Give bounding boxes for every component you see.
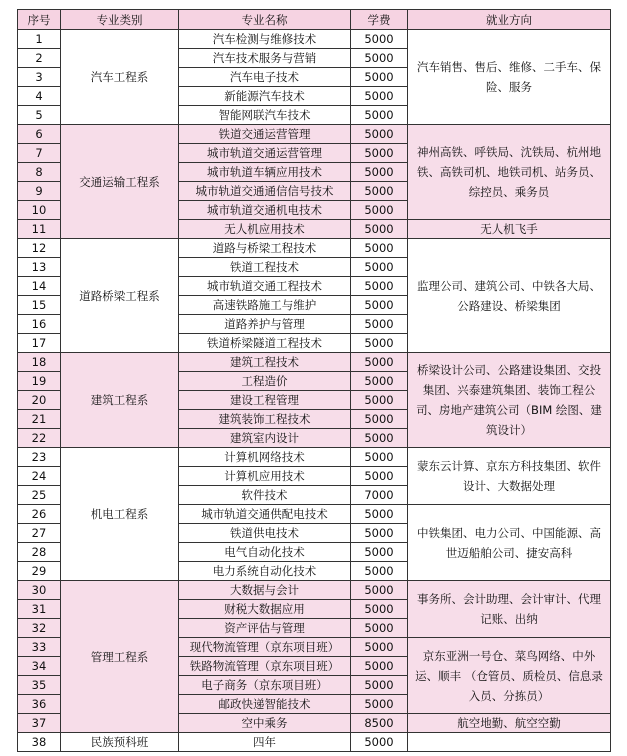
category-cell: 汽车工程系 xyxy=(61,30,179,125)
major-name-cell: 建筑室内设计 xyxy=(179,429,351,448)
career-cell: 汽车销售、售后、维修、二手车、保险、服务 xyxy=(408,30,611,125)
serial-cell: 30 xyxy=(18,581,61,600)
serial-cell: 17 xyxy=(18,334,61,353)
major-name-cell: 建筑工程技术 xyxy=(179,353,351,372)
major-name-cell: 电力系统自动化技术 xyxy=(179,562,351,581)
serial-cell: 2 xyxy=(18,49,61,68)
tuition-cell: 5000 xyxy=(351,619,408,638)
tuition-cell: 5000 xyxy=(351,182,408,201)
major-name-cell: 道路养护与管理 xyxy=(179,315,351,334)
major-name-cell: 汽车电子技术 xyxy=(179,68,351,87)
tuition-cell: 5000 xyxy=(351,201,408,220)
serial-cell: 18 xyxy=(18,353,61,372)
header-major-name: 专业名称 xyxy=(179,10,351,30)
career-cell: 神州高铁、呼铁局、沈铁局、杭州地铁、高铁司机、地铁司机、站务员、综控员、乘务员 xyxy=(408,125,611,220)
major-name-cell: 电子商务（京东项目班） xyxy=(179,676,351,695)
career-cell xyxy=(408,733,611,752)
serial-cell: 20 xyxy=(18,391,61,410)
major-name-cell: 电气自动化技术 xyxy=(179,543,351,562)
serial-cell: 22 xyxy=(18,429,61,448)
category-cell: 民族预科班 xyxy=(61,733,179,752)
serial-cell: 6 xyxy=(18,125,61,144)
tuition-cell: 5000 xyxy=(351,391,408,410)
table-row xyxy=(18,733,611,752)
tuition-cell: 5000 xyxy=(351,49,408,68)
career-cell: 桥梁设计公司、公路建设集团、交投集团、兴泰建筑集团、装饰工程公司、房地产建筑公司（BIM 绘图、建筑设计） xyxy=(408,353,611,448)
tuition-cell: 5000 xyxy=(351,562,408,581)
category-cell: 交通运输工程系 xyxy=(61,125,179,239)
table-header-row xyxy=(18,10,611,30)
major-name-cell: 智能网联汽车技术 xyxy=(179,106,351,125)
tuition-cell: 8500 xyxy=(351,714,408,733)
serial-cell: 8 xyxy=(18,163,61,182)
career-cell: 监理公司、建筑公司、中铁各大局、公路建设、桥梁集团 xyxy=(408,239,611,353)
career-cell: 中铁集团、电力公司、中国能源、高世迈船舶公司、捷安高科 xyxy=(408,505,611,581)
tuition-cell: 5000 xyxy=(351,467,408,486)
serial-cell: 27 xyxy=(18,524,61,543)
career-cell: 事务所、会计助理、会计审计、代理记账、出纳 xyxy=(408,581,611,638)
serial-cell: 36 xyxy=(18,695,61,714)
serial-cell: 32 xyxy=(18,619,61,638)
major-name-cell: 资产评估与管理 xyxy=(179,619,351,638)
table-row xyxy=(18,353,611,372)
major-name-cell: 现代物流管理（京东项目班） xyxy=(179,638,351,657)
tuition-cell: 5000 xyxy=(351,372,408,391)
serial-cell: 12 xyxy=(18,239,61,258)
serial-cell: 7 xyxy=(18,144,61,163)
tuition-cell: 5000 xyxy=(351,524,408,543)
table-row xyxy=(18,30,611,49)
career-cell: 蒙东云计算、京东方科技集团、软件设计、大数据处理 xyxy=(408,448,611,505)
major-name-cell: 邮政快递智能技术 xyxy=(179,695,351,714)
tuition-cell: 5000 xyxy=(351,163,408,182)
major-name-cell: 大数据与会计 xyxy=(179,581,351,600)
serial-cell: 5 xyxy=(18,106,61,125)
header-serial: 序号 xyxy=(18,10,61,30)
serial-cell: 37 xyxy=(18,714,61,733)
tuition-cell: 5000 xyxy=(351,87,408,106)
major-name-cell: 城市轨道车辆应用技术 xyxy=(179,163,351,182)
serial-cell: 1 xyxy=(18,30,61,49)
serial-cell: 4 xyxy=(18,87,61,106)
serial-cell: 38 xyxy=(18,733,61,752)
tuition-cell: 5000 xyxy=(351,144,408,163)
serial-cell: 13 xyxy=(18,258,61,277)
serial-cell: 26 xyxy=(18,505,61,524)
header-career: 就业方向 xyxy=(408,10,611,30)
tuition-cell: 5000 xyxy=(351,733,408,752)
header-category: 专业类别 xyxy=(61,10,179,30)
tuition-cell: 5000 xyxy=(351,277,408,296)
major-name-cell: 铁道供电技术 xyxy=(179,524,351,543)
major-name-cell: 软件技术 xyxy=(179,486,351,505)
table-row xyxy=(18,125,611,144)
serial-cell: 24 xyxy=(18,467,61,486)
serial-cell: 15 xyxy=(18,296,61,315)
serial-cell: 9 xyxy=(18,182,61,201)
tuition-cell: 5000 xyxy=(351,315,408,334)
tuition-cell: 5000 xyxy=(351,239,408,258)
serial-cell: 25 xyxy=(18,486,61,505)
major-name-cell: 工程造价 xyxy=(179,372,351,391)
serial-cell: 19 xyxy=(18,372,61,391)
major-name-cell: 铁道交通运营管理 xyxy=(179,125,351,144)
major-table-container xyxy=(17,9,610,752)
major-name-cell: 城市轨道交通机电技术 xyxy=(179,201,351,220)
category-cell: 道路桥梁工程系 xyxy=(61,239,179,353)
major-name-cell: 计算机应用技术 xyxy=(179,467,351,486)
serial-cell: 3 xyxy=(18,68,61,87)
table-row xyxy=(18,448,611,467)
category-cell: 机电工程系 xyxy=(61,448,179,581)
table-body xyxy=(18,30,611,752)
major-name-cell: 无人机应用技术 xyxy=(179,220,351,239)
major-name-cell: 铁路物流管理（京东项目班） xyxy=(179,657,351,676)
serial-cell: 21 xyxy=(18,410,61,429)
major-name-cell: 汽车检测与维修技术 xyxy=(179,30,351,49)
serial-cell: 33 xyxy=(18,638,61,657)
tuition-cell: 5000 xyxy=(351,657,408,676)
category-cell: 管理工程系 xyxy=(61,581,179,733)
major-name-cell: 建设工程管理 xyxy=(179,391,351,410)
tuition-cell: 5000 xyxy=(351,258,408,277)
tuition-cell: 5000 xyxy=(351,581,408,600)
major-name-cell: 空中乘务 xyxy=(179,714,351,733)
tuition-cell: 5000 xyxy=(351,334,408,353)
career-cell: 京东亚洲一号仓、菜鸟网络、中外运、顺丰 （仓管员、质检员、信息录入员、分拣员） xyxy=(408,638,611,714)
major-fee-table xyxy=(17,9,611,752)
tuition-cell: 5000 xyxy=(351,429,408,448)
tuition-cell: 5000 xyxy=(351,410,408,429)
major-name-cell: 高速铁路施工与维护 xyxy=(179,296,351,315)
tuition-cell: 5000 xyxy=(351,676,408,695)
tuition-cell: 5000 xyxy=(351,448,408,467)
tuition-cell: 5000 xyxy=(351,353,408,372)
major-name-cell: 财税大数据应用 xyxy=(179,600,351,619)
serial-cell: 11 xyxy=(18,220,61,239)
serial-cell: 31 xyxy=(18,600,61,619)
serial-cell: 10 xyxy=(18,201,61,220)
table-row xyxy=(18,239,611,258)
serial-cell: 34 xyxy=(18,657,61,676)
tuition-cell: 5000 xyxy=(351,638,408,657)
tuition-cell: 5000 xyxy=(351,125,408,144)
major-name-cell: 城市轨道交通通信信号技术 xyxy=(179,182,351,201)
major-name-cell: 新能源汽车技术 xyxy=(179,87,351,106)
major-name-cell: 建筑装饰工程技术 xyxy=(179,410,351,429)
major-name-cell: 铁道工程技术 xyxy=(179,258,351,277)
major-name-cell: 城市轨道交通供配电技术 xyxy=(179,505,351,524)
category-cell: 建筑工程系 xyxy=(61,353,179,448)
serial-cell: 16 xyxy=(18,315,61,334)
career-cell: 航空地勤、航空空勤 xyxy=(408,714,611,733)
serial-cell: 35 xyxy=(18,676,61,695)
serial-cell: 14 xyxy=(18,277,61,296)
career-cell: 无人机飞手 xyxy=(408,220,611,239)
major-name-cell: 城市轨道交通工程技术 xyxy=(179,277,351,296)
serial-cell: 28 xyxy=(18,543,61,562)
major-name-cell: 城市轨道交通运营管理 xyxy=(179,144,351,163)
tuition-cell: 7000 xyxy=(351,486,408,505)
tuition-cell: 5000 xyxy=(351,30,408,49)
tuition-cell: 5000 xyxy=(351,600,408,619)
tuition-cell: 5000 xyxy=(351,543,408,562)
tuition-cell: 5000 xyxy=(351,220,408,239)
serial-cell: 29 xyxy=(18,562,61,581)
tuition-cell: 5000 xyxy=(351,695,408,714)
major-name-cell: 铁道桥梁隧道工程技术 xyxy=(179,334,351,353)
tuition-cell: 5000 xyxy=(351,106,408,125)
tuition-cell: 5000 xyxy=(351,68,408,87)
serial-cell: 23 xyxy=(18,448,61,467)
tuition-cell: 5000 xyxy=(351,296,408,315)
tuition-cell: 5000 xyxy=(351,505,408,524)
header-tuition: 学费 xyxy=(351,10,408,30)
major-name-cell: 汽车技术服务与营销 xyxy=(179,49,351,68)
major-name-cell: 计算机网络技术 xyxy=(179,448,351,467)
major-name-cell: 四年 xyxy=(179,733,351,752)
major-name-cell: 道路与桥梁工程技术 xyxy=(179,239,351,258)
table-row xyxy=(18,581,611,600)
